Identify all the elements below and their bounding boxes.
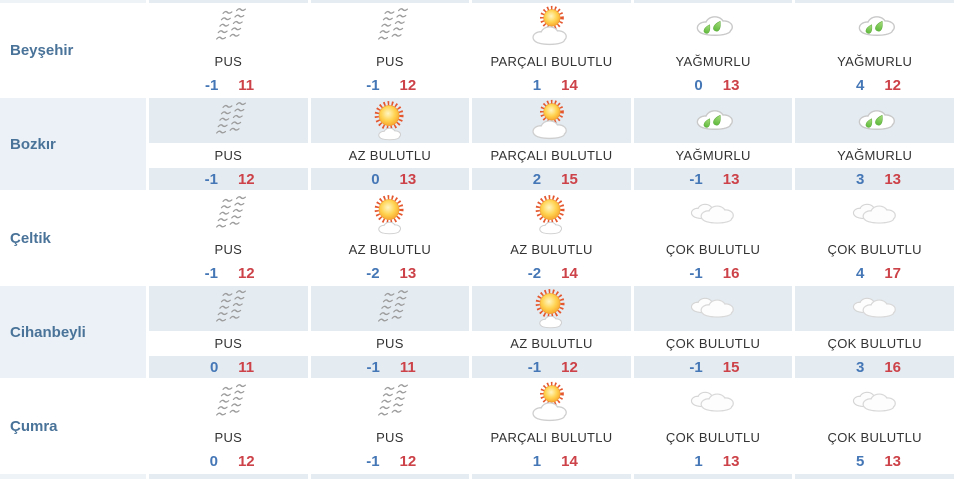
forecast-cell[interactable]	[311, 286, 470, 378]
icon-shape	[217, 196, 246, 226]
city-name-link[interactable]: Beyşehir	[10, 41, 74, 59]
temperature-pair	[311, 74, 470, 96]
max-temp-value: 12	[237, 264, 255, 282]
condition-label: PUS	[149, 49, 308, 74]
mist-icon	[197, 381, 259, 425]
max-temp-value: 12	[399, 76, 417, 94]
temperature-pair	[634, 168, 793, 190]
temperature-pair	[795, 168, 954, 190]
temperature-pair	[311, 168, 470, 190]
icon-shape	[538, 291, 563, 328]
weather-icon-band	[311, 380, 470, 425]
very-cloudy-icon	[682, 287, 744, 331]
forecast-cell[interactable]	[634, 192, 793, 284]
max-temp-value: 14	[561, 76, 578, 94]
min-temp-value: -1	[366, 452, 380, 470]
very-cloudy-icon	[682, 193, 744, 237]
max-temp-value: 12	[884, 76, 902, 94]
mostly-sunny-icon	[520, 287, 582, 331]
partly-cloudy-icon	[520, 99, 582, 143]
icon-shape	[853, 204, 895, 223]
forecast-cell[interactable]	[311, 192, 470, 284]
sliver-segment	[0, 474, 146, 479]
weather-icon-band	[795, 4, 954, 49]
max-temp-value: 12	[237, 452, 255, 470]
icon-shape	[534, 101, 567, 138]
forecast-cell[interactable]	[634, 380, 793, 472]
condition-label: PUS	[149, 237, 308, 262]
condition-label: PUS	[311, 425, 470, 450]
icon-shape	[859, 16, 894, 34]
forecast-cell[interactable]	[149, 380, 308, 472]
icon-shape	[692, 392, 734, 411]
weather-icon-band	[472, 192, 631, 237]
max-temp-value: 12	[237, 170, 255, 188]
forecast-cell[interactable]	[634, 4, 793, 96]
temperature-pair	[149, 74, 308, 96]
max-temp-value: 12	[399, 452, 417, 470]
max-temp-value: 13	[722, 170, 740, 188]
temperature-pair	[472, 262, 631, 284]
mostly-sunny-icon	[520, 193, 582, 237]
temperature-pair	[472, 450, 631, 472]
weather-icon-band	[634, 98, 793, 143]
min-temp-value: -2	[366, 264, 380, 282]
icon-shape	[217, 8, 246, 38]
max-temp-value: 11	[238, 76, 255, 94]
min-temp-value: 4	[856, 76, 865, 94]
condition-label: ÇOK BULUTLU	[634, 425, 793, 450]
max-temp-value: 16	[884, 358, 902, 376]
weather-icon-band	[311, 4, 470, 49]
min-temp-value: 1	[694, 452, 703, 470]
mist-icon	[359, 287, 421, 331]
temperature-pair	[472, 356, 631, 378]
weather-icon-band	[149, 192, 308, 237]
icon-shape	[377, 197, 402, 234]
forecast-row	[0, 286, 954, 378]
city-name-link[interactable]: Çumra	[10, 417, 58, 435]
weather-icon-band	[149, 4, 308, 49]
condition-label: ÇOK BULUTLU	[795, 425, 954, 450]
rain-icon	[844, 99, 906, 143]
condition-label: PUS	[311, 331, 470, 356]
max-temp-value: 13	[884, 170, 902, 188]
sliver-segment	[311, 0, 470, 3]
min-temp-value: -2	[527, 264, 542, 282]
sliver-segment	[0, 0, 146, 3]
temperature-pair	[634, 356, 793, 378]
icon-shape	[692, 204, 734, 223]
forecast-row	[0, 98, 954, 190]
rain-icon	[844, 5, 906, 49]
max-temp-value: 13	[399, 170, 417, 188]
very-cloudy-icon	[682, 381, 744, 425]
forecast-cell[interactable]	[795, 286, 954, 378]
min-temp-value: 3	[856, 170, 865, 188]
forecast-cell[interactable]	[795, 192, 954, 284]
min-temp-value: 5	[856, 452, 865, 470]
min-temp-value: -1	[204, 76, 219, 94]
temperature-pair	[149, 356, 308, 378]
max-temp-value: 14	[561, 264, 578, 282]
condition-label: YAĞMURLU	[795, 143, 954, 168]
max-temp-value: 15	[722, 358, 740, 376]
forecast-row	[0, 192, 954, 284]
min-temp-value: -1	[689, 264, 703, 282]
temperature-pair	[149, 168, 308, 190]
forecast-cell[interactable]	[472, 98, 631, 190]
weather-icon-band	[311, 98, 470, 143]
max-temp-value: 11	[399, 358, 416, 376]
sliver-segment	[472, 0, 631, 3]
city-name-link[interactable]: Cihanbeyli	[0, 286, 146, 378]
condition-label: ÇOK BULUTLU	[634, 331, 793, 356]
max-temp-value: 13	[722, 452, 740, 470]
sliver-segment	[634, 474, 793, 479]
condition-label: ÇOK BULUTLU	[634, 237, 793, 262]
temperature-pair	[311, 356, 470, 378]
condition-label: PUS	[149, 331, 308, 356]
max-temp-value: 13	[399, 264, 417, 282]
icon-shape	[853, 298, 895, 317]
condition-label: AZ BULUTLU	[311, 237, 470, 262]
mist-icon	[197, 5, 259, 49]
max-temp-value: 13	[884, 452, 902, 470]
temperature-pair	[795, 262, 954, 284]
mist-icon	[197, 193, 259, 237]
icon-shape	[692, 298, 734, 317]
rain-icon	[682, 99, 744, 143]
min-temp-value: -1	[689, 358, 703, 376]
min-temp-value: 4	[856, 264, 865, 282]
weather-icon-band	[472, 380, 631, 425]
forecast-cell[interactable]	[472, 286, 631, 378]
partly-cloudy-icon	[520, 5, 582, 49]
icon-shape	[217, 384, 246, 414]
temperature-pair	[634, 74, 793, 96]
icon-shape	[217, 290, 246, 320]
min-temp-value: -1	[689, 170, 703, 188]
icon-shape	[698, 110, 733, 128]
forecast-cell[interactable]	[795, 4, 954, 96]
row-edge-sliver-bottom	[0, 474, 954, 479]
forecast-cell[interactable]	[311, 98, 470, 190]
icon-shape	[379, 290, 408, 320]
condition-label: PARÇALI BULUTLU	[472, 49, 631, 74]
min-temp-value: 0	[694, 76, 703, 94]
icon-shape	[377, 103, 402, 140]
rain-icon	[682, 5, 744, 49]
forecast-cell[interactable]	[634, 98, 793, 190]
condition-label: PARÇALI BULUTLU	[472, 425, 631, 450]
min-temp-value: 1	[532, 76, 542, 94]
condition-label: PARÇALI BULUTLU	[472, 143, 631, 168]
condition-label: YAĞMURLU	[634, 143, 793, 168]
max-temp-value: 13	[722, 76, 740, 94]
condition-label: YAĞMURLU	[634, 49, 793, 74]
weather-icon-band	[311, 286, 470, 331]
mostly-sunny-icon	[359, 99, 421, 143]
max-temp-value: 12	[561, 358, 578, 376]
weather-icon-band	[795, 286, 954, 331]
condition-label: PUS	[149, 425, 308, 450]
condition-label: YAĞMURLU	[795, 49, 954, 74]
temperature-pair	[472, 168, 631, 190]
weather-icon-band	[472, 98, 631, 143]
weather-icon-band	[472, 4, 631, 49]
temperature-pair	[634, 450, 793, 472]
icon-shape	[217, 102, 246, 132]
weather-icon-band	[795, 192, 954, 237]
temperature-pair	[149, 262, 308, 284]
very-cloudy-icon	[844, 193, 906, 237]
forecast-cell[interactable]	[795, 98, 954, 190]
sliver-segment	[795, 0, 954, 3]
icon-shape	[379, 8, 408, 38]
weather-icon-band	[472, 286, 631, 331]
condition-label: PUS	[149, 143, 308, 168]
min-temp-value: -1	[366, 76, 380, 94]
mist-icon	[197, 287, 259, 331]
min-temp-value: 2	[532, 170, 542, 188]
icon-shape	[538, 197, 563, 234]
forecast-row	[0, 380, 954, 472]
icon-shape	[379, 384, 408, 414]
mist-icon	[359, 5, 421, 49]
temperature-pair	[311, 450, 470, 472]
min-temp-value: -1	[527, 358, 542, 376]
min-temp-value: -1	[204, 264, 218, 282]
sliver-segment	[634, 0, 793, 3]
very-cloudy-icon	[844, 381, 906, 425]
sliver-segment	[149, 0, 308, 3]
condition-label: PUS	[311, 49, 470, 74]
sliver-segment	[149, 474, 308, 479]
forecast-cell[interactable]	[634, 286, 793, 378]
temperature-pair	[634, 262, 793, 284]
row-edge-sliver-top	[0, 0, 954, 3]
sliver-segment	[311, 474, 470, 479]
icon-shape	[534, 7, 567, 44]
max-temp-value: 16	[722, 264, 740, 282]
forecast-cell[interactable]	[149, 98, 308, 190]
temperature-pair	[795, 74, 954, 96]
weather-icon-band	[634, 192, 793, 237]
temperature-pair	[311, 262, 470, 284]
weather-icon-band	[634, 380, 793, 425]
min-temp-value: 0	[209, 358, 219, 376]
weather-icon-band	[149, 380, 308, 425]
city-name-link[interactable]: Bozkır	[0, 98, 146, 190]
forecast-cell[interactable]	[795, 380, 954, 472]
min-temp-value: 3	[856, 358, 865, 376]
max-temp-value: 15	[561, 170, 578, 188]
sliver-segment	[472, 474, 631, 479]
mist-icon	[197, 99, 259, 143]
min-temp-value: -1	[366, 358, 380, 376]
forecast-cell[interactable]	[149, 192, 308, 284]
forecast-cell[interactable]	[149, 4, 308, 96]
weather-icon-band	[795, 380, 954, 425]
icon-shape	[698, 16, 733, 34]
forecast-cell[interactable]	[311, 380, 470, 472]
weather-icon-band	[795, 98, 954, 143]
condition-label: AZ BULUTLU	[311, 143, 470, 168]
min-temp-value: 1	[532, 452, 542, 470]
condition-label: AZ BULUTLU	[472, 331, 631, 356]
very-cloudy-icon	[844, 287, 906, 331]
max-temp-value: 11	[238, 358, 255, 376]
min-temp-value: 0	[209, 452, 218, 470]
weather-icon-band	[149, 98, 308, 143]
mostly-sunny-icon	[359, 193, 421, 237]
condition-label: ÇOK BULUTLU	[795, 237, 954, 262]
forecast-row	[0, 4, 954, 96]
icon-shape	[534, 383, 567, 420]
min-temp-value: -1	[204, 170, 218, 188]
min-temp-value: 0	[371, 170, 380, 188]
condition-label: ÇOK BULUTLU	[795, 331, 954, 356]
forecast-cell[interactable]	[149, 286, 308, 378]
weather-icon-band	[634, 286, 793, 331]
forecast-cell[interactable]	[472, 4, 631, 96]
partly-cloudy-icon	[520, 381, 582, 425]
weather-icon-band	[149, 286, 308, 331]
forecast-cell[interactable]	[472, 192, 631, 284]
condition-label: AZ BULUTLU	[472, 237, 631, 262]
max-temp-value: 14	[561, 452, 578, 470]
temperature-pair	[795, 356, 954, 378]
forecast-rows	[0, 4, 954, 472]
icon-shape	[853, 392, 895, 411]
city-name-link[interactable]: Çeltik	[10, 229, 51, 247]
forecast-cell[interactable]	[472, 380, 631, 472]
temperature-pair	[149, 450, 308, 472]
mist-icon	[359, 381, 421, 425]
icon-shape	[859, 110, 894, 128]
weather-icon-band	[311, 192, 470, 237]
temperature-pair	[795, 450, 954, 472]
weather-icon-band	[634, 4, 793, 49]
sliver-segment	[795, 474, 954, 479]
temperature-pair	[472, 74, 631, 96]
max-temp-value: 17	[884, 264, 902, 282]
forecast-cell[interactable]	[311, 4, 470, 96]
